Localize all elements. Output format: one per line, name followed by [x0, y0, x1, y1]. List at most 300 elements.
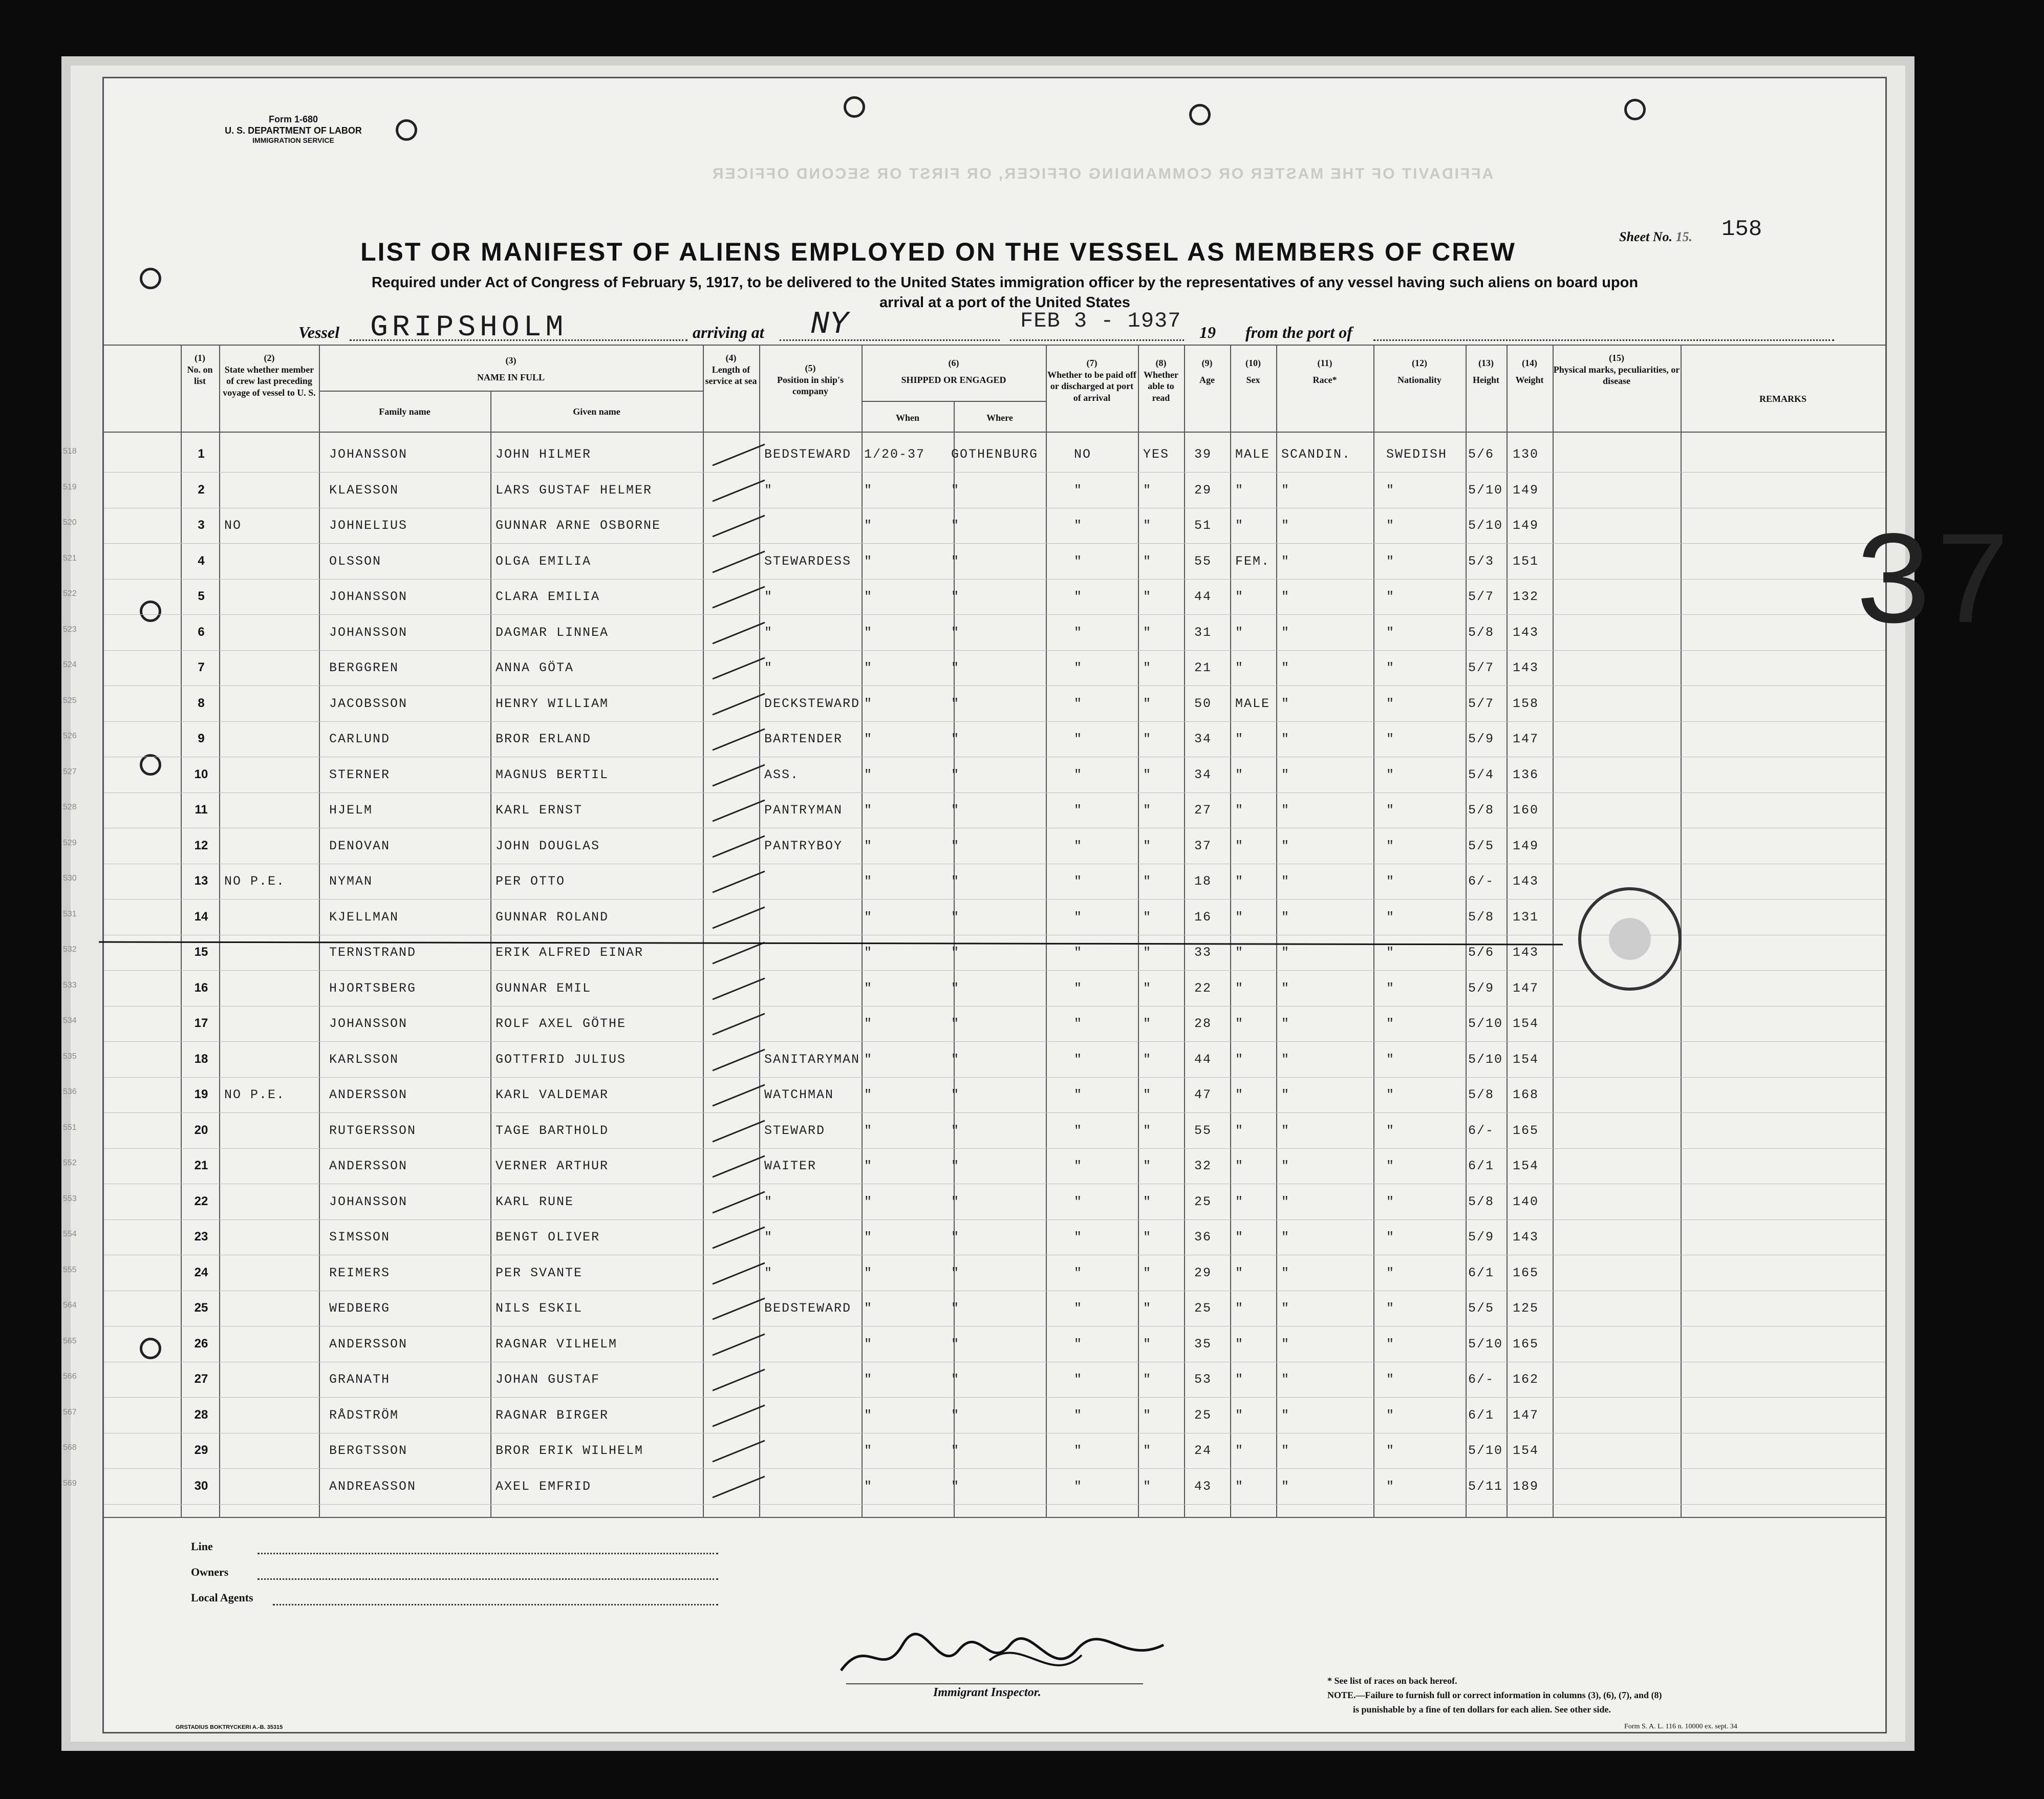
cell-weight: 131 — [1513, 909, 1539, 925]
cell-nat: " — [1386, 1087, 1395, 1102]
cell-read: " — [1143, 1407, 1152, 1423]
cell-ref: 526 — [63, 732, 77, 740]
cell-age: 35 — [1194, 1336, 1212, 1352]
header-state-previous-voyage: (2) State whether member of crew last preceding voyage of vessel to U. S. — [223, 353, 316, 398]
cell-race: " — [1281, 980, 1290, 996]
cell-weight: 154 — [1513, 1443, 1539, 1458]
table-row — [63, 1184, 1885, 1220]
cell-weight: 151 — [1513, 553, 1539, 569]
cell-nat: " — [1386, 945, 1395, 960]
cell-when: " — [864, 625, 873, 640]
footer-line-label: Line — [191, 1540, 213, 1553]
cell-sex: " — [1235, 1479, 1244, 1494]
service-slash-mark — [712, 977, 765, 1000]
cell-position: " — [764, 589, 773, 604]
cell-ref: 521 — [63, 553, 77, 563]
service-slash-mark — [712, 1048, 765, 1071]
cell-where: " — [951, 945, 960, 960]
cell-paid: " — [1074, 1194, 1083, 1209]
cell-position: PANTRYMAN — [764, 803, 843, 818]
cell-when: " — [864, 660, 873, 675]
cell-when: " — [864, 803, 873, 818]
cell-weight: 132 — [1513, 589, 1539, 604]
cell-when: " — [864, 1443, 873, 1458]
cell-age: 53 — [1194, 1372, 1212, 1387]
cell-sex: " — [1235, 1123, 1244, 1138]
cell-family: KARLSSON — [329, 1052, 399, 1067]
cell-sex: FEM. — [1235, 553, 1271, 569]
cell-no: 27 — [194, 1372, 208, 1386]
cell-height: 5/11 — [1468, 1479, 1503, 1494]
cell-weight: 154 — [1513, 1159, 1539, 1173]
header-given-name: Given name — [573, 406, 620, 417]
cell-ref: 567 — [63, 1407, 77, 1417]
cell-race: " — [1281, 1194, 1290, 1209]
header-able-to-read: (8) Whether able to read — [1144, 358, 1178, 403]
service-slash-mark — [712, 657, 765, 680]
cell-given: CLARA EMILIA — [496, 589, 600, 604]
cell-where: " — [951, 660, 960, 675]
cell-height: 5/6 — [1468, 945, 1495, 960]
cell-height: 5/8 — [1468, 909, 1495, 925]
cell-given: BENGT OLIVER — [496, 1230, 600, 1245]
cell-height: 5/10 — [1468, 482, 1503, 498]
cell-when: " — [864, 980, 873, 996]
cell-sex: " — [1235, 803, 1244, 818]
cell-when: " — [864, 1372, 873, 1387]
cell-weight: 147 — [1513, 1407, 1539, 1423]
note-penalty-1: NOTE.—Failure to furnish full or correct information in columns (3), (6), (7), and (8) — [1327, 1690, 1662, 1700]
cell-race: " — [1281, 1301, 1290, 1316]
cell-sex: " — [1235, 625, 1244, 640]
cell-given: BROR ERLAND — [496, 732, 592, 746]
cell-nat: " — [1386, 1301, 1395, 1316]
cell-height: 5/10 — [1468, 1443, 1503, 1458]
cell-height: 5/6 — [1468, 447, 1495, 462]
cell-height: 5/7 — [1468, 696, 1495, 711]
footer-owners-label: Owners — [191, 1566, 229, 1578]
cell-when: " — [864, 553, 873, 569]
cell-family: JOHANSSON — [329, 447, 408, 462]
cell-sex: " — [1235, 1052, 1244, 1067]
cell-weight: 162 — [1513, 1372, 1539, 1387]
cell-no: 7 — [198, 660, 205, 674]
cell-ref: 553 — [63, 1194, 77, 1203]
cell-no: 25 — [194, 1301, 208, 1315]
cell-when: " — [864, 945, 873, 960]
cell-when: " — [864, 1230, 873, 1245]
cell-read: " — [1143, 660, 1152, 675]
cell-nat: " — [1386, 1265, 1395, 1280]
cell-age: 43 — [1194, 1479, 1212, 1494]
cell-read: " — [1143, 1123, 1152, 1138]
cell-race: " — [1281, 1336, 1290, 1352]
cell-given: DAGMAR LINNEA — [496, 625, 609, 640]
cell-given: RAGNAR BIRGER — [496, 1407, 609, 1423]
table-row — [63, 721, 1885, 757]
cell-state: NO P.E. — [224, 1087, 286, 1102]
table-row — [63, 1433, 1885, 1469]
cell-read: " — [1143, 696, 1152, 711]
cell-race: " — [1281, 660, 1290, 675]
service-slash-mark — [712, 1440, 765, 1463]
cell-family: ANDERSSON — [329, 1336, 408, 1352]
vessel-name: GRIPSHOLM — [370, 311, 568, 345]
cell-no: 18 — [194, 1052, 208, 1066]
cell-paid: " — [1074, 767, 1083, 782]
cell-read: " — [1143, 1336, 1152, 1352]
cell-where: " — [951, 909, 960, 925]
cell-height: 6/- — [1468, 1123, 1495, 1138]
cell-ref: 565 — [63, 1336, 77, 1345]
document-title: LIST OR MANIFEST OF ALIENS EMPLOYED ON THE VESSEL AS MEMBERS OF CREW — [360, 238, 1516, 266]
service-name: IMMIGRATION SERVICE — [252, 136, 334, 145]
cell-sex: " — [1235, 945, 1244, 960]
header-no-on-list: (1) No. on list — [187, 353, 213, 386]
cell-where: " — [951, 1443, 960, 1458]
cell-ref: 524 — [63, 660, 77, 669]
cell-family: WEDBERG — [329, 1301, 391, 1316]
cell-state: NO P.E. — [224, 874, 286, 889]
cell-read: " — [1143, 1052, 1152, 1067]
cell-ref: 520 — [63, 518, 77, 527]
cell-family: NYMAN — [329, 874, 373, 889]
cell-where: " — [951, 767, 960, 782]
cell-sex: " — [1235, 980, 1244, 996]
cell-given: GUNNAR ARNE OSBORNE — [496, 518, 661, 533]
cell-weight: 140 — [1513, 1194, 1539, 1209]
cell-family: HJELM — [329, 803, 373, 818]
cell-family: JOHANSSON — [329, 589, 408, 604]
sheet-label: Sheet No. — [1619, 229, 1672, 244]
cell-family: KJELLMAN — [329, 909, 399, 925]
cell-read: " — [1143, 980, 1152, 996]
cell-weight: 168 — [1513, 1087, 1539, 1102]
cell-paid: " — [1074, 980, 1083, 996]
cell-when: " — [864, 1336, 873, 1352]
service-slash-mark — [712, 1013, 765, 1036]
cell-height: 5/10 — [1468, 1052, 1503, 1067]
cell-paid: " — [1074, 1443, 1083, 1458]
cell-when: " — [864, 696, 873, 711]
cell-position: STEWARDESS — [764, 553, 852, 569]
service-slash-mark — [712, 871, 765, 893]
table-bottom-rule — [104, 1517, 1885, 1518]
cell-race: " — [1281, 838, 1290, 853]
cell-state: NO — [224, 518, 242, 533]
cell-race: " — [1281, 1123, 1290, 1138]
cell-when: " — [864, 1301, 873, 1316]
cell-no: 5 — [198, 589, 205, 603]
service-slash-mark — [712, 550, 765, 573]
cell-sex: " — [1235, 732, 1244, 746]
immigration-stamp — [1578, 887, 1682, 991]
cell-ref: 568 — [63, 1443, 77, 1452]
cell-read: " — [1143, 803, 1152, 818]
table-row — [63, 1469, 1885, 1505]
header-position: (5) Position in ship's company — [777, 363, 844, 396]
footer-line-underline — [257, 1553, 718, 1554]
cell-paid: " — [1074, 482, 1083, 498]
cell-ref: 529 — [63, 838, 77, 847]
cell-where: " — [951, 838, 960, 853]
ring-mark — [844, 96, 865, 118]
cell-nat: " — [1386, 589, 1395, 604]
cell-ref: 552 — [63, 1159, 77, 1167]
cell-where: " — [951, 1159, 960, 1173]
cell-when: " — [864, 732, 873, 746]
cell-given: TAGE BARTHOLD — [496, 1123, 609, 1138]
cell-height: 5/4 — [1468, 767, 1495, 782]
cell-given: HENRY WILLIAM — [496, 696, 609, 711]
service-slash-mark — [712, 586, 765, 609]
cell-when: " — [864, 1159, 873, 1173]
cell-age: 51 — [1194, 518, 1212, 533]
from-port-label: from the port of — [1245, 323, 1352, 341]
sheet-value: 15. — [1675, 229, 1692, 244]
cell-read: " — [1143, 1159, 1152, 1173]
cell-family: RUTGERSSON — [329, 1123, 417, 1138]
service-slash-mark — [712, 1475, 765, 1498]
service-slash-mark — [712, 515, 765, 538]
cell-ref: 566 — [63, 1372, 77, 1381]
cell-family: JOHANSSON — [329, 1016, 408, 1031]
table-row — [63, 686, 1885, 722]
cell-sex: " — [1235, 1443, 1244, 1458]
cell-ref: 551 — [63, 1123, 77, 1132]
cell-no: 15 — [194, 945, 208, 959]
cell-height: 5/5 — [1468, 1301, 1495, 1316]
cell-paid: " — [1074, 1087, 1083, 1102]
cell-age: 55 — [1194, 553, 1212, 569]
cell-ref: 531 — [63, 909, 77, 918]
cell-ref: 519 — [63, 482, 77, 491]
cell-given: VERNER ARTHUR — [496, 1159, 609, 1173]
year-label: 19 — [1199, 323, 1216, 341]
cell-race: " — [1281, 1087, 1290, 1102]
arriving-label: arriving at — [693, 323, 764, 341]
service-slash-mark — [712, 1227, 765, 1249]
cell-height: 5/10 — [1468, 1336, 1503, 1352]
table-row — [63, 1291, 1885, 1326]
cell-position: DECKSTEWARD — [764, 696, 860, 711]
cell-where: " — [951, 1372, 960, 1387]
arriving-port: NY — [810, 306, 849, 342]
cell-paid: NO — [1074, 447, 1092, 462]
cell-sex: " — [1235, 1407, 1244, 1423]
cell-family: REIMERS — [329, 1265, 391, 1280]
cell-position: " — [764, 1230, 773, 1245]
cell-nat: " — [1386, 482, 1395, 498]
cell-age: 16 — [1194, 909, 1212, 925]
cell-when: " — [864, 909, 873, 925]
cell-height: 6/1 — [1468, 1407, 1495, 1423]
cell-read: " — [1143, 625, 1152, 640]
cell-weight: 154 — [1513, 1052, 1539, 1067]
cell-no: 10 — [194, 767, 208, 781]
cell-sex: " — [1235, 1087, 1244, 1102]
cell-ref: 536 — [63, 1087, 77, 1096]
cell-nat: " — [1386, 1336, 1395, 1352]
cell-given: ERIK ALFRED EINAR — [496, 945, 644, 960]
service-slash-mark — [712, 1262, 765, 1284]
cell-paid: " — [1074, 518, 1083, 533]
cell-weight: 143 — [1513, 1230, 1539, 1245]
cell-no: 16 — [194, 980, 208, 995]
cell-nat: " — [1386, 518, 1395, 533]
cell-age: 47 — [1194, 1087, 1212, 1102]
cell-sex: " — [1235, 874, 1244, 889]
cell-when: " — [864, 1052, 873, 1067]
cell-sex: " — [1235, 1265, 1244, 1280]
cell-ref: 532 — [63, 945, 77, 954]
cell-no: 20 — [194, 1123, 208, 1137]
table-row — [63, 828, 1885, 864]
cell-given: JOHN DOUGLAS — [496, 838, 600, 853]
cell-when: " — [864, 1016, 873, 1031]
cell-given: JOHN HILMER — [496, 447, 592, 462]
form-code: Form S. A. L. 116 n. 10000 ex. sept. 34 — [1624, 1723, 1737, 1730]
cell-age: 18 — [1194, 874, 1212, 889]
cell-read: " — [1143, 482, 1152, 498]
cell-when: " — [864, 1194, 873, 1209]
service-slash-mark — [712, 693, 765, 715]
cell-read: " — [1143, 553, 1152, 569]
cell-position: BEDSTEWARD — [764, 1301, 852, 1316]
cell-paid: " — [1074, 909, 1083, 925]
cell-paid: " — [1074, 1052, 1083, 1067]
cell-no: 11 — [195, 803, 208, 817]
cell-age: 50 — [1194, 696, 1212, 711]
cell-nat: " — [1386, 696, 1395, 711]
cell-paid: " — [1074, 1016, 1083, 1031]
table-row — [63, 793, 1885, 828]
cell-race: " — [1281, 1265, 1290, 1280]
cell-race: " — [1281, 909, 1290, 925]
cell-position: STEWARD — [764, 1123, 826, 1138]
cell-when: " — [864, 838, 873, 853]
cell-read: " — [1143, 838, 1152, 853]
cell-position: BEDSTEWARD — [764, 447, 852, 462]
service-slash-mark — [712, 906, 765, 929]
cell-height: 5/9 — [1468, 732, 1495, 746]
cell-paid: " — [1074, 696, 1083, 711]
cell-age: 39 — [1194, 447, 1212, 462]
cell-given: RAGNAR VILHELM — [496, 1336, 618, 1352]
manifest-sheet — [63, 77, 1887, 1733]
cell-race: " — [1281, 1443, 1290, 1458]
cell-where: " — [951, 980, 960, 996]
cell-race: " — [1281, 553, 1290, 569]
cell-race: " — [1281, 767, 1290, 782]
cell-weight: 147 — [1513, 732, 1539, 746]
cell-family: CARLUND — [329, 732, 391, 746]
cell-where: " — [951, 1301, 960, 1316]
cell-when: " — [864, 589, 873, 604]
cell-nat: " — [1386, 803, 1395, 818]
cell-where: " — [951, 803, 960, 818]
cell-race: " — [1281, 1052, 1290, 1067]
cell-nat: " — [1386, 625, 1395, 640]
cell-nat: " — [1386, 909, 1395, 925]
cell-family: JACOBSSON — [329, 696, 408, 711]
cell-read: " — [1143, 1372, 1152, 1387]
cell-ref: 525 — [63, 696, 77, 705]
cell-weight: 165 — [1513, 1265, 1539, 1280]
cell-when: 1/20-37 — [864, 447, 926, 462]
cell-no: 13 — [194, 874, 208, 888]
cell-read: " — [1143, 732, 1152, 746]
cell-paid: " — [1074, 1407, 1083, 1423]
header-where: Where — [986, 413, 1013, 423]
cell-given: OLGA EMILIA — [496, 553, 592, 569]
header-paid-off: (7) Whether to be paid off or discharged at port of arrival — [1047, 358, 1136, 403]
cell-where: " — [951, 1016, 960, 1031]
header-remarks: REMARKS — [1759, 394, 1806, 404]
cell-ref: 518 — [63, 447, 77, 456]
cell-nat: " — [1386, 1230, 1395, 1245]
header-race: (11) Race* — [1313, 358, 1337, 385]
cell-given: ROLF AXEL GÖTHE — [496, 1016, 627, 1031]
cell-when: " — [864, 518, 873, 533]
cell-weight: 158 — [1513, 696, 1539, 711]
cell-age: 34 — [1194, 767, 1212, 782]
cell-read: " — [1143, 1016, 1152, 1031]
cell-position: " — [764, 660, 773, 675]
table-row — [63, 579, 1885, 615]
cell-paid: " — [1074, 1479, 1083, 1494]
table-row — [63, 1113, 1885, 1149]
cell-nat: " — [1386, 553, 1395, 569]
cell-sex: " — [1235, 1016, 1244, 1031]
cell-paid: " — [1074, 1301, 1083, 1316]
subtitle-line-2: arrival at a port of the United States — [879, 294, 1130, 311]
cell-no: 3 — [198, 518, 205, 532]
cell-sex: " — [1235, 1301, 1244, 1316]
cell-family: BERGTSSON — [329, 1443, 408, 1458]
cell-paid: " — [1074, 625, 1083, 640]
cell-position: WAITER — [764, 1159, 817, 1173]
from-port-underline — [1373, 339, 1834, 341]
cell-nat: " — [1386, 1407, 1395, 1423]
cell-race: " — [1281, 945, 1290, 960]
note-penalty-2: is punishable by a fine of ten dollars for each alien. See other side. — [1353, 1704, 1611, 1715]
table-row — [63, 1077, 1885, 1113]
service-slash-mark — [712, 835, 765, 858]
cell-where: " — [951, 1479, 960, 1494]
cell-height: 6/- — [1468, 1372, 1495, 1387]
cell-paid: " — [1074, 660, 1083, 675]
cell-weight: 143 — [1513, 625, 1539, 640]
table-row — [63, 1326, 1885, 1362]
ring-mark — [140, 268, 161, 289]
cell-age: 44 — [1194, 589, 1212, 604]
cell-paid: " — [1074, 1372, 1083, 1387]
cell-nat: " — [1386, 767, 1395, 782]
cell-age: 28 — [1194, 1016, 1212, 1031]
table-row — [63, 757, 1885, 793]
cell-family: HJORTSBERG — [329, 980, 417, 996]
cell-where: " — [951, 874, 960, 889]
cell-when: " — [864, 1479, 873, 1494]
cell-paid: " — [1074, 874, 1083, 889]
cell-family: TERNSTRAND — [329, 945, 417, 960]
table-row — [63, 1398, 1885, 1433]
cell-race: " — [1281, 518, 1290, 533]
cell-no: 23 — [194, 1230, 208, 1244]
cell-race: " — [1281, 1230, 1290, 1245]
date-underline — [1010, 339, 1184, 341]
